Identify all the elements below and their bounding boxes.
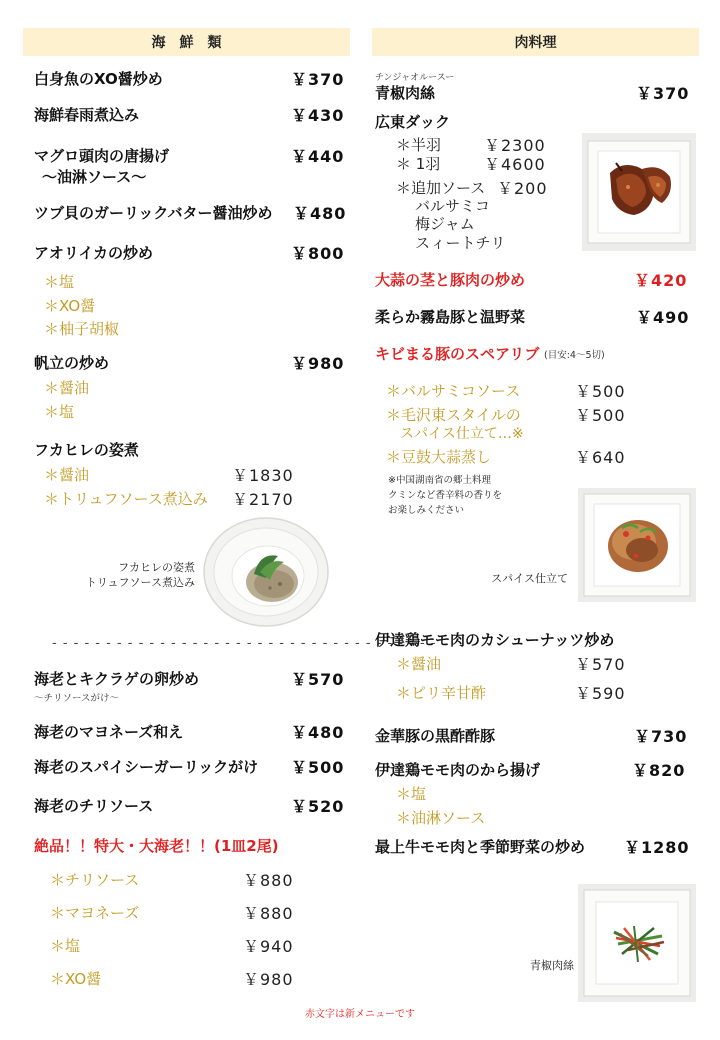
menu-item-name: キビまる豚のスペアリブ xyxy=(375,345,540,363)
menu-option-price: ￥1830 xyxy=(232,466,294,485)
menu-option: ＊XO醤 xyxy=(44,297,96,315)
menu-item-sub: ～チリソースがけ～ xyxy=(34,693,120,704)
menu-item-price: ￥480 xyxy=(291,723,345,742)
menu-option: ＊醤油 xyxy=(396,655,442,673)
menu-option-price: ￥570 xyxy=(575,655,626,674)
seafood-header xyxy=(23,28,350,56)
meat-header xyxy=(372,28,699,56)
menu-option: ＊豆鼓大蒜蒸し xyxy=(386,448,492,466)
menu-option: ＊塩 xyxy=(50,937,81,955)
menu-option-price: ￥2170 xyxy=(232,490,294,509)
seafood-header-label: 海 鮮 類 xyxy=(151,35,222,51)
menu-item-price: ￥800 xyxy=(291,244,345,263)
menu-option-price: ￥500 xyxy=(575,406,626,425)
special-title: 絶品！！特大・大海老！！(1皿2尾) xyxy=(34,837,279,855)
sauce-choice: バルサミコ xyxy=(415,197,491,215)
footer-note: 赤文字は新メニューです xyxy=(305,1009,415,1020)
photo-caption-line: トリュフソース煮込み xyxy=(85,576,195,589)
menu-item-ruby: チンジャオルースー xyxy=(375,73,455,83)
menu-item-sub: ～油淋ソース～ xyxy=(42,168,147,186)
menu-item-name: 海老のスパイシーガーリックがけ xyxy=(34,758,259,776)
menu-item-price: ￥730 xyxy=(634,727,688,746)
cantonese-duck-photo xyxy=(582,133,696,251)
menu-option: ＊マヨネーズ xyxy=(50,904,140,922)
menu-item-price: ￥1280 xyxy=(624,838,690,857)
menu-option: ＊油淋ソース xyxy=(396,809,486,827)
photo-caption xyxy=(40,560,195,590)
menu-item-name: 伊達鶏モモ肉のカシューナッツ炒め xyxy=(375,631,615,649)
menu-item-price: ￥480 xyxy=(293,204,347,223)
menu-option: ＊塩 xyxy=(44,403,75,421)
menu-option: ＊塩 xyxy=(44,273,75,291)
menu-item-name: 大蒜の茎と豚肉の炒め xyxy=(375,271,526,289)
menu-option: ＊半羽 xyxy=(396,136,442,154)
menu-option-price: ￥880 xyxy=(243,904,294,923)
menu-item-name: 広東ダック xyxy=(375,113,451,131)
menu-option-price: ￥880 xyxy=(243,871,294,890)
menu-option: ＊醤油 xyxy=(44,379,90,397)
photo-caption: 青椒肉絲 xyxy=(530,959,574,972)
menu-item-name: 海老とキクラゲの卵炒め xyxy=(34,670,200,688)
photo-caption-line: フカヒレの姿煮 xyxy=(118,561,195,574)
menu-option: ＊柚子胡椒 xyxy=(44,320,120,338)
menu-item-name: 最上牛モモ肉と季節野菜の炒め xyxy=(375,838,586,856)
menu-item-name: 青椒肉絲 xyxy=(375,84,436,102)
menu-option-price: ￥2300 xyxy=(484,136,546,155)
menu-item-name: 海鮮春雨煮込み xyxy=(34,106,140,124)
menu-option: ＊トリュフソース煮込み xyxy=(44,490,208,508)
sparerib-spice-photo xyxy=(578,488,696,602)
menu-item-name: 柔らか霧島豚と温野菜 xyxy=(375,308,526,326)
spice-note: ※中国湖南省の郷土料理 クミンなど香辛料の香りを お楽しみください xyxy=(388,475,503,516)
shark-fin-dish-photo xyxy=(200,512,332,626)
menu-option: ＊塩 xyxy=(396,785,427,803)
menu-option: ＊醤油 xyxy=(44,466,90,484)
qingjiao-rousi-photo xyxy=(578,884,696,1002)
menu-option-price: ￥200 xyxy=(497,179,548,198)
menu-item-name: マグロ頭肉の唐揚げ xyxy=(34,147,170,165)
menu-item-name: フカヒレの姿煮 xyxy=(34,441,139,459)
menu-item-price: ￥430 xyxy=(291,106,345,125)
section-divider: - - - - - - - - - - - - - - - - - - - - - - - - - - - - - - - - - - - - xyxy=(52,636,437,651)
menu-item-price: ￥440 xyxy=(291,147,345,166)
meat-header-label: 肉料理 xyxy=(514,35,557,51)
menu-option-price: ￥980 xyxy=(243,970,294,989)
menu-item-name: 海老のマヨネーズ和え xyxy=(34,723,184,741)
sauce-choice: スィートチリ xyxy=(415,234,506,252)
menu-item-price: ￥370 xyxy=(636,84,690,103)
menu-option: ＊バルサミコソース xyxy=(386,382,521,400)
menu-option-price: ￥590 xyxy=(575,684,626,703)
menu-item-name: 帆立の炒め xyxy=(34,354,110,372)
menu-option: ＊XO醤 xyxy=(50,970,102,988)
menu-item-name: アオリイカの炒め xyxy=(34,244,153,262)
menu-option-line2: スパイス仕立て…※ xyxy=(400,426,524,442)
menu-item-price: ￥820 xyxy=(632,761,686,780)
menu-item-name: 海老のチリソース xyxy=(34,797,154,815)
menu-item-name: ツブ貝のガーリックバター醤油炒め xyxy=(34,204,273,222)
menu-option: ＊ピリ辛甘酢 xyxy=(396,684,487,702)
menu-option: ＊チリソース xyxy=(50,871,140,889)
menu-item-price: ￥520 xyxy=(291,797,345,816)
menu-item-note: (目安:4～5切) xyxy=(544,350,605,361)
menu-option: ＊毛沢東スタイルの xyxy=(386,406,521,424)
menu-option-price: ￥940 xyxy=(243,937,294,956)
menu-item-price: ￥420 xyxy=(634,271,688,290)
menu-option: ＊ 1羽 xyxy=(396,155,441,173)
photo-caption: スパイス仕立て xyxy=(491,572,568,585)
menu-item-price: ￥500 xyxy=(291,758,345,777)
menu-item-price: ￥490 xyxy=(636,308,690,327)
menu-option-price: ￥500 xyxy=(575,382,626,401)
menu-option: ＊追加ソース xyxy=(396,179,486,197)
menu-option-price: ￥640 xyxy=(575,448,626,467)
menu-item-name: 伊達鶏モモ肉のから揚げ xyxy=(375,761,541,779)
menu-item-price: ￥370 xyxy=(291,70,345,89)
sauce-choice: 梅ジャム xyxy=(415,215,475,233)
menu-item-price: ￥980 xyxy=(291,354,345,373)
menu-item-price: ￥570 xyxy=(291,670,345,689)
menu-item-name: 金華豚の黒酢酢豚 xyxy=(375,727,496,745)
menu-item-name: 白身魚のXO醤炒め xyxy=(34,70,163,88)
menu-option-price: ￥4600 xyxy=(484,155,546,174)
